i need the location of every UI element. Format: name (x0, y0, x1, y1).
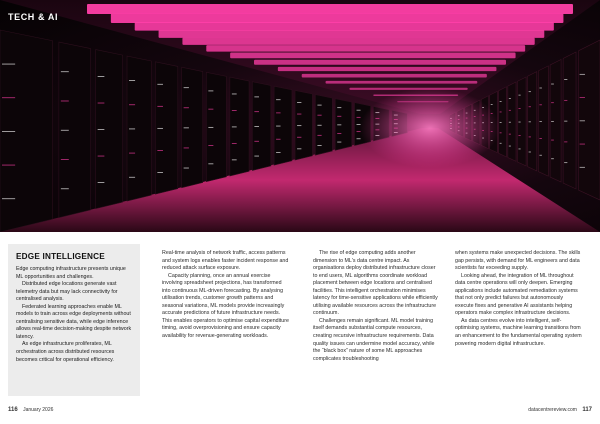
rack-led (518, 95, 520, 96)
rack-led (509, 134, 511, 135)
rack-led (184, 87, 189, 88)
rack-led (539, 88, 541, 89)
rack-led (564, 100, 567, 101)
rack-led (254, 111, 259, 112)
rack-led (357, 110, 361, 111)
rack-led (529, 91, 531, 92)
site-url: datacentrereview.com (528, 407, 577, 413)
rack-led (580, 97, 585, 98)
rack-led (529, 137, 531, 138)
ceiling-light-bar (254, 60, 506, 65)
rack-led (61, 188, 69, 189)
body-paragraph: when systems make unexpected decisions. The skills gap persists, with demand for ML engineers and data scientists far exceeding supply. (455, 250, 581, 272)
rack-led (297, 114, 301, 115)
rack-led (2, 64, 15, 65)
rack-led (129, 129, 135, 130)
rack-led (564, 121, 567, 122)
rack-led (580, 167, 585, 168)
rack-led (254, 96, 259, 97)
server-rack-left (59, 42, 91, 218)
rack-led (2, 165, 15, 166)
rack-led (518, 135, 520, 136)
rack-led (98, 156, 105, 157)
rack-led (254, 141, 259, 142)
rack-led (564, 141, 567, 142)
rack-led (232, 94, 237, 95)
rack-led (551, 158, 554, 159)
rack-led (580, 74, 585, 75)
rack-led (184, 127, 189, 128)
page-number-right: 117 (582, 407, 592, 413)
rack-led (357, 138, 361, 139)
rack-led (500, 143, 502, 144)
rack-led (500, 122, 502, 123)
rack-led (551, 121, 554, 122)
rack-led (500, 132, 502, 133)
rack-led (157, 106, 163, 107)
server-rack-right (499, 87, 507, 157)
rack-led (539, 155, 541, 156)
ceiling-light-bar (159, 30, 545, 38)
rack-led (232, 110, 237, 111)
rack-led (500, 101, 502, 102)
rack-led (297, 125, 301, 126)
issue-date: January 2026 (23, 407, 54, 413)
ceiling-light-bar (206, 45, 525, 51)
rack-led (518, 149, 520, 150)
ceiling-light-bar (326, 81, 478, 84)
body-paragraph: Capacity planning, once an annual exercise involving spreadsheet projections, has transformed into continuous ML-driven forecasting. By analysing utilisation trends, customer growth patterns and seasonal variations, ML models provide increasingly accurate predictions of future infrastructure needs. This enables operators to optimise capital expenditure timing, avoid overprovisioning and ensure capacity availability for revenue-generating workloads. (162, 272, 289, 340)
rack-led (357, 117, 361, 118)
server-rack-right (508, 82, 516, 161)
rack-led (276, 112, 280, 113)
rack-led (357, 131, 361, 132)
server-rack-right (550, 59, 561, 182)
rack-led (509, 110, 511, 111)
rack-led (500, 112, 502, 113)
rack-led (297, 137, 301, 138)
rack-led (509, 122, 511, 123)
ceiling-light-bar (302, 74, 487, 78)
rack-led (337, 124, 341, 125)
server-rack-right (579, 40, 600, 200)
rack-led (276, 139, 280, 140)
rack-led (337, 107, 341, 108)
rack-led (518, 108, 520, 109)
rack-led (208, 109, 213, 110)
ceiling-light-bar (230, 53, 515, 59)
server-rack-right (528, 72, 537, 171)
rack-led (317, 105, 321, 106)
rack-led (491, 104, 493, 105)
ceiling-light-bar (278, 67, 497, 71)
body-paragraph: Challenges remain significant. ML model training itself demands substantial compute resources, creating recursive infrastructure requirements. Data quality issues can undermine model accuracy, while the “black box” nature of some ML approaches complicates troubleshooting (313, 317, 435, 362)
sidebar-paragraph: Edge computing infrastructure presents unique ML opportunities and challenges. (16, 266, 126, 280)
ceiling-light-bar (135, 22, 554, 31)
rack-led (337, 133, 341, 134)
article-column-2 (313, 250, 441, 363)
rack-led (129, 177, 135, 178)
body-paragraph: Looking ahead, the integration of ML throughout data centre operations will only deepen. Emerging applications include automated remediation systems that not only predict failures but autonomously execute fixes and generative AI assistants helping operators make complex infrastructure decisions. (455, 272, 578, 317)
rack-led (580, 120, 585, 121)
rack-led (276, 152, 280, 153)
server-rack-right (563, 52, 576, 189)
rack-led (98, 129, 105, 130)
rack-led (539, 138, 541, 139)
rack-led (297, 102, 301, 103)
rack-led (184, 168, 189, 169)
rack-led (551, 84, 554, 85)
rack-led (129, 80, 135, 81)
rack-led (61, 101, 69, 102)
rack-led (297, 148, 301, 149)
footer-right (528, 407, 592, 413)
rack-led (129, 104, 135, 105)
rack-led (208, 91, 213, 92)
ceiling-light-bar (111, 14, 564, 23)
rack-led (337, 142, 341, 143)
rack-led (208, 163, 213, 164)
rack-led (509, 146, 511, 147)
sidebar-paragraph: As edge infrastructure proliferates, ML orchestration across distributed resources becomes critical for operational efficiency. (16, 341, 115, 363)
rack-led (232, 143, 237, 144)
rack-led (518, 122, 520, 123)
footer-left (8, 407, 53, 413)
rack-led (539, 121, 541, 122)
rack-led (61, 130, 69, 131)
rack-led (98, 76, 105, 77)
page-number-left: 116 (8, 407, 18, 413)
rack-led (61, 71, 69, 72)
rack-led (232, 159, 237, 160)
rack-led (98, 182, 105, 183)
rack-led (539, 104, 541, 105)
sidebar-paragraph: Distributed edge locations generate vast telemetry data but may lack connectivity for centralised analysis. (16, 281, 118, 303)
server-rack-right (517, 77, 526, 166)
rack-led (2, 131, 15, 132)
rack-led (317, 135, 321, 136)
article-column-1 (162, 250, 290, 341)
body-paragraph: The rise of edge computing adds another dimension to ML's data centre impact. As organisations deploy distributed infrastructure closer to end users, ML algorithms coordinate workload placement between edge locations and centralised facilities. This intelligent orchestration minimises latency for time-sensitive applications while efficiently utilising available resources across the infrastructure continuum. (313, 250, 438, 317)
ceiling-light-bar (87, 4, 573, 14)
edge-intelligence-box (8, 244, 140, 396)
ceiling-light-bar (349, 88, 467, 90)
rack-led (580, 144, 585, 145)
rack-led (157, 150, 163, 151)
rack-led (157, 84, 163, 85)
sidebar-title: EDGE INTELLIGENCE (16, 252, 105, 261)
rack-led (2, 198, 15, 199)
ceiling-light-bar (182, 38, 534, 45)
server-rack-right (538, 66, 548, 176)
rack-led (551, 140, 554, 141)
rack-led (254, 156, 259, 157)
corridor-glow (360, 88, 500, 168)
rack-led (232, 127, 237, 128)
rack-led (98, 103, 105, 104)
rack-led (2, 97, 15, 98)
rack-led (337, 116, 341, 117)
rack-led (157, 172, 163, 173)
rack-led (276, 126, 280, 127)
rack-led (317, 145, 321, 146)
section-tag: TECH & AI (8, 12, 59, 22)
body-paragraph: As data centres evolve into intelligent, self-optimising systems, machine learning transitions from an enhancement to the fundamental operating system powering modern digital infrastructure. (455, 317, 582, 347)
rack-led (529, 121, 531, 122)
rack-led (551, 102, 554, 103)
rack-led (129, 153, 135, 154)
rack-led (157, 128, 163, 129)
body-paragraph: Real-time analysis of network traffic, access patterns and system logs enables faster incident response and reduced attack surface exposure. (162, 250, 289, 272)
rack-led (208, 145, 213, 146)
rack-led (529, 106, 531, 107)
rack-led (61, 159, 69, 160)
rack-led (317, 125, 321, 126)
rack-led (254, 126, 259, 127)
article-column-3 (455, 250, 583, 348)
rack-led (529, 152, 531, 153)
rack-led (317, 115, 321, 116)
rack-led (564, 79, 567, 80)
rack-led (208, 127, 213, 128)
rack-led (276, 99, 280, 100)
sidebar-paragraph: Federated learning approaches enable ML models to train across edge deployments without centralising sensitive data, while edge inference allows real-time decision-making despite network latency. (16, 303, 132, 340)
rack-led (357, 124, 361, 125)
rack-led (184, 148, 189, 149)
rack-led (509, 98, 511, 99)
rack-led (564, 162, 567, 163)
rack-led (184, 107, 189, 108)
